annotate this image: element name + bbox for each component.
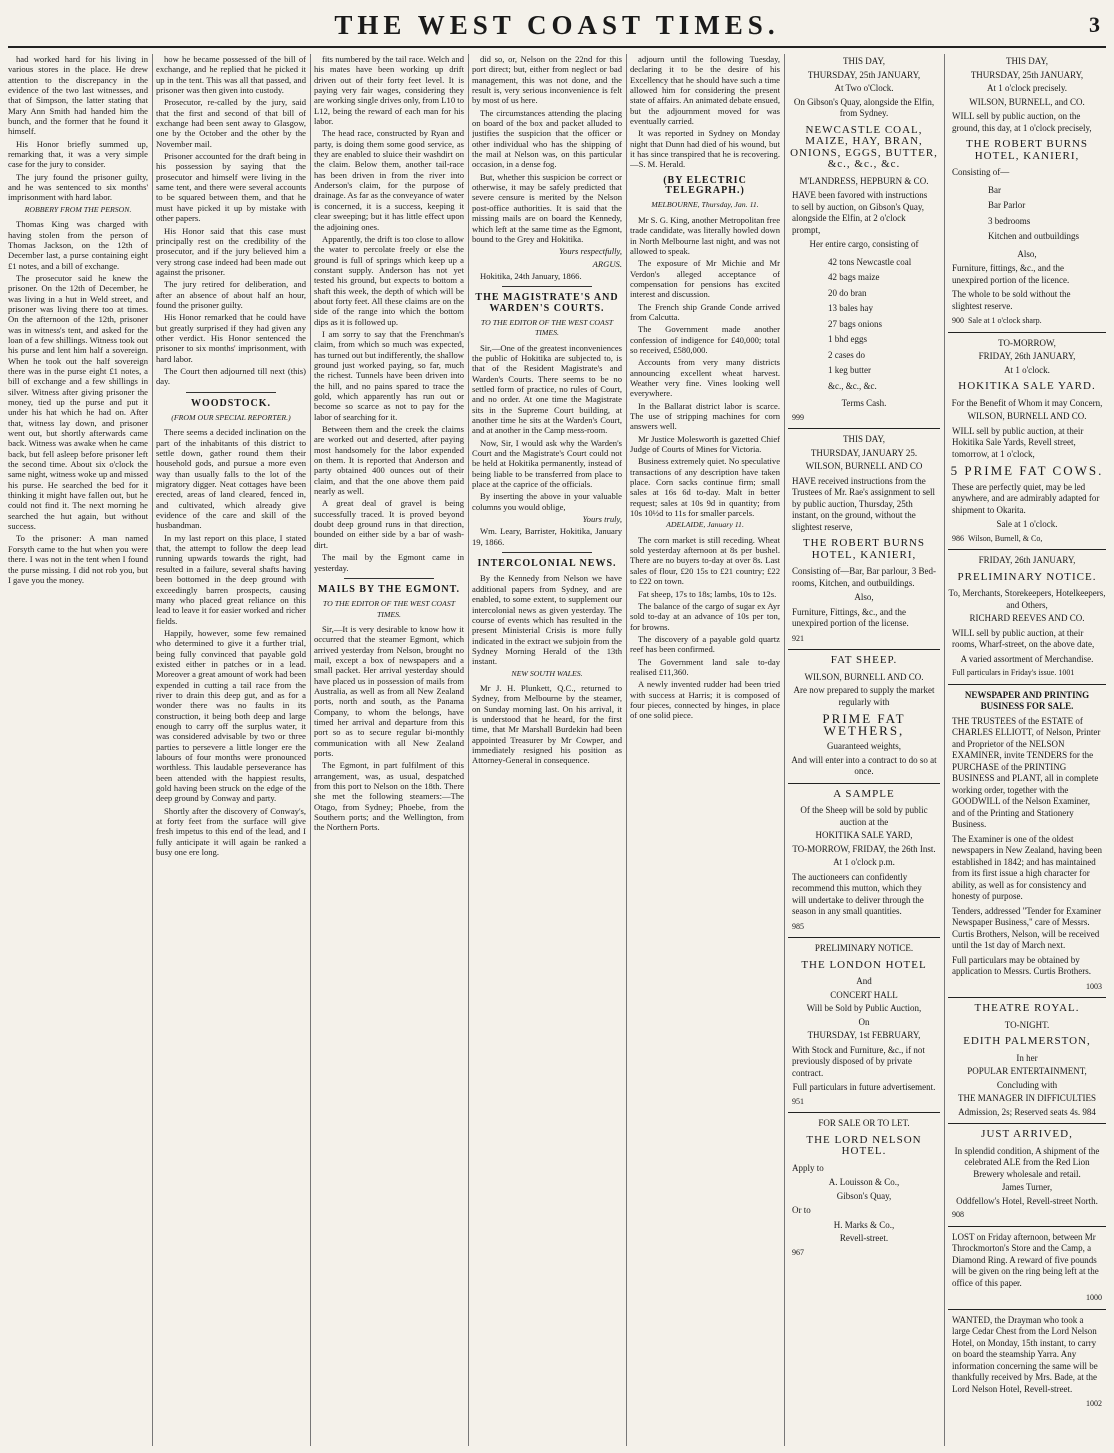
ad-time: At 1 o'clock. [1004, 364, 1050, 375]
article-paragraph: The mail by the Egmont came in yesterday. [314, 552, 464, 573]
ad-details: Consisting of—Bar, Bar parlour, 3 Bed-rooms, Kitchen, and outbuildings. [792, 566, 937, 588]
masthead-rule [8, 46, 1106, 48]
woodstock-byline: (FROM OUR SPECIAL REPORTER.) [171, 413, 291, 422]
ad-time: At 1 o'clock p.m. [833, 857, 895, 867]
ad-body: The Examiner is one of the oldest newspapers in New Zealand, having been established in 1842; and has maintained from its first issue a high character for ability, as well as for consistency and honesty of purpose. [952, 833, 1102, 901]
ad-number: 967 [792, 1247, 804, 1257]
article-paragraph: Fat sheep, 17s to 18s; lambs, 10s to 12s. [638, 588, 777, 599]
article-paragraph: There seems a decided inclination on the part of the inhabitants of this district to settle down, gather round them their household gods, and pursue a more even way than usually falls to the lot of the migratory digger. Neat cottages have been erected, areas of land cleared, fenced in, and cultivated, which already give evidence of the care and skill of the husbandman. [156, 427, 306, 531]
article-paragraph: Now, Sir, I would ask why the Warden's Court and the Magistrate's Court could not be held at Hokitika permanently, instead of being liable to be transferred from place to place at the caprice of the officials. [472, 437, 622, 490]
article-paragraph: The Government made another confession of indigence for £40,000; total so received, £580,000. [630, 324, 780, 355]
section-rule [502, 552, 592, 553]
cargo-list [828, 257, 940, 393]
cargo-item: 42 bags maize [828, 272, 880, 282]
egmont-subheading: TO THE EDITOR OF THE WEST COAST TIMES. [322, 599, 456, 619]
article-paragraph: The Court then adjourned till next (this) day. [156, 365, 306, 387]
ad-details: With Stock and Furniture, &c., if not previously disposed of by private contract. [792, 1044, 925, 1078]
ad-sale-note: Sale at 1 o'clock sharp. [968, 316, 1042, 325]
column-2 [156, 54, 306, 1446]
ad-agent: A. Louisson & Co., [828, 1177, 900, 1187]
ad-time: At 1 o'clock precisely. [986, 83, 1067, 93]
article-paragraph: To the prisoner: A man named Forsyth came to the hut when you were there. I was not in the tent when I found the purse missing. I did not rob you, but I gave you the money. [8, 533, 148, 585]
egmont-heading: MAILS BY THE EGMONT. [317, 583, 461, 595]
ad-separator [948, 1226, 1106, 1227]
ad-furniture: Furniture, Fittings, &c., and the unexpired portion of the license. [792, 606, 909, 628]
article-paragraph: By inserting the above in your valuable columns you would oblige, [472, 491, 622, 512]
article-paragraph: Apparently, the drift is too close to allow the water to percolate freely or else the ground is full of springs which keep up a constant supply. Anderson has not yet tested his ground, but expects to bottom a shaft this week, the depth of which will be about forty feet. All these claims are on the side of the range into which the bottom dips as it is followed up. [314, 233, 464, 327]
ad-body: WILL sell by public auction, at their rooms, Wharf-street, on the above date, [952, 627, 1095, 649]
ad-and: And [856, 976, 872, 986]
article-paragraph: The jury found the prisoner guilty, and he was sentenced to six months' imprisonment with hard labor. [8, 171, 148, 203]
ad-also: Also, [1017, 248, 1037, 259]
article-paragraph: But, whether this suspicion be correct or otherwise, it may be safely predicted that severe censure is merited by the Nelson post-office authorities. It is said that the missing mails are on board the Kennedy, which left at the same time as the Egmont, bound to the Grey and Hokitika. [472, 171, 622, 244]
advertisement-london-hotel [788, 943, 940, 1107]
ad-separator [788, 783, 940, 784]
article-paragraph: had worked hard for his living in various stores in the place. He drew attention to the discrepancy in the evidence of the two last witnesses, and that of Simpson, the latter stating that Mary Ann Smith had handed him the bunch, and the former that he found it himself. [8, 54, 148, 137]
ad-number: 999 [792, 412, 804, 422]
ad-hotel: THE LONDON HOTEL [801, 958, 927, 971]
article-paragraph: His Honor said that this case must principally rest on the credibility of the prosecutor, and if the jury believed him a very strong case indeed had been made out against the prisoner. [156, 225, 306, 277]
ad-date: TO-MORROW, FRIDAY, the 26th Inst. [792, 843, 936, 854]
ad-headline: FOR SALE OR TO LET. [818, 1118, 910, 1128]
cargo-item: 20 do bran [828, 287, 867, 298]
intercolonial-heading: INTERCOLONIAL NEWS. [477, 558, 617, 570]
ad-headline: NEWCASTLE COAL, MAIZE, HAY, BRAN, ONIONS, EGGS, BUTTER, &c., &c., &c. [790, 123, 938, 170]
column-divider [626, 54, 627, 1446]
ad-day: TO-MORROW, [998, 337, 1056, 348]
ad-separator [948, 549, 1106, 550]
letter-signature: ARGUS. [592, 258, 622, 269]
ad-date: THURSDAY, 25th JANUARY, [807, 69, 921, 80]
ad-headline: JUST ARRIVED, [981, 1128, 1073, 1140]
masthead [0, 0, 1114, 44]
advertisement-robert-burns [788, 434, 940, 644]
article-paragraph: Thomas King was charged with having stolen from the person of Thomas Jackson, on the 12th of December last, a purse containing eight £1 notes, and a bill of exchange. [8, 219, 148, 271]
ad-or: Or to [792, 1205, 811, 1215]
article-paragraph: Happily, however, some few remained who determined to give it a further trial, being fully convinced that payable gold existed either in patches or in a lead. Moreover a great amount of work had been expended in cutting a tail race from the river to drain this deep gut, and as for a wonder there was no faults in its construction, it being both deep and large enough to carry off the surplus water, it was considered advisable by two or three parties to persevere a little longer ere the labours of four months were pronounced worthless. This laudable perseverance has been attended with the happiest results, gold having been struck on the edge of the deep ground by Conway and party. [156, 627, 306, 804]
ad-date: THURSDAY, 1st FEBRUARY, [807, 1030, 921, 1040]
ad-separator [788, 649, 940, 650]
column-divider [468, 54, 469, 1446]
ad-particulars: Full particulars in Friday's issue. [952, 668, 1057, 677]
list-item: Kitchen and outbuildings [988, 231, 1079, 241]
ad-day: THIS DAY, [1005, 56, 1048, 66]
advertisement-wanted-drayman [948, 1315, 1106, 1410]
ad-place: Oddfellow's Hotel, Revell-street North. [956, 1195, 1098, 1206]
ad-agent: H. Marks & Co., [833, 1219, 895, 1230]
ad-note: The auctioneers can confidently recommend this mutton, which they will undertake to deliver through the season in any small quantities. [792, 871, 924, 916]
ad-hall: CONCERT HALL [830, 989, 898, 1000]
ad-on: On [858, 1016, 870, 1027]
adelaide-dateline: ADELAIDE, January 11. [666, 520, 744, 530]
ad-apply: Apply to [792, 1162, 824, 1173]
ad-agent-place: Gibson's Quay, [836, 1190, 892, 1201]
advertisement-lord-nelson [788, 1118, 940, 1258]
ad-body: LOST on Friday afternoon, between Mr Throckmorton's Store and the Camp, a Diamond Ring. A reward of five pounds will be given on the ring being left at the office of this paper. [952, 1231, 1099, 1288]
ad-firm: WILSON, BURNELL AND CO [805, 461, 923, 471]
item-list [988, 185, 1106, 243]
page-number: 3 [1089, 12, 1100, 37]
article-paragraph: Sir,—One of the greatest inconveniences the public of Hokitika are subjected to, is that of the Resident Magistrate's and Warden's Courts. There seems to be no settled form of practice, no rules of Court, and no order. At one time the Magistrate sits in the Supreme Court building, at another time he sits at the Warden's Court, and at another in the Camp mess-room. [472, 342, 622, 436]
article-paragraph: The prosecutor said he knew the prisoner. On the 12th of December, he was living in a hut in Weld street, and prisoner was living there too at times. On the afternoon of the 12th, prisoner was in witness's tent, and asked for the loan of a few shillings. Witness took out his purse and lent him half a sovereign. When he took out the half sovereign there was in the purse eight £1 notes, a bill of exchange and a few shillings in silver. Witness after giving prisoner the money, tied up the purse and put it under his hat which he had on. After that, witness lay down, and prisoner went out, but shortly afterwards came back. Witness was awake when he came back, but fell asleep before prisoner left the second time. About six o'clock the same night, witness woke up and missed his purse. He searched the bed for it thinking it might have fallen out, but he could not find it. The next morning he searched the hut again, but without success. [8, 272, 148, 532]
nsw-heading: NEW SOUTH WALES. [511, 668, 583, 678]
ad-number: 921 [792, 633, 804, 643]
ad-number: 951 [792, 1096, 804, 1106]
ad-in: In her [1016, 1052, 1038, 1063]
ad-admission: Admission, 2s; Reserved seats 4s. [958, 1106, 1081, 1117]
column-1 [8, 54, 148, 1446]
ad-date: FRIDAY, 26th JANUARY, [978, 351, 1076, 361]
ad-headline: A SAMPLE [833, 787, 895, 800]
article-paragraph: The corn market is still receding. Wheat sold yesterday afternoon at 8s per bushel. There are no buyers to-day at over 8s. Last sales of flour, £20 15s to £21 country; £22 to £22 on town. [630, 534, 780, 587]
article-paragraph: Shortly after the discovery of Conway's, at forty feet from the surface will give fresh impetus to this end of the lead, and I fully anticipate it will again be ranked a busy one ere long. [156, 805, 306, 858]
article-paragraph: The balance of the cargo of sugar ex Ayr sold to-day at an advance of 10s per ton, for browns. [630, 600, 780, 632]
cargo-item: 1 bhd eggs [828, 334, 867, 344]
ad-firm: WILSON, BURNELL AND CO. [967, 411, 1087, 421]
ad-terms: Terms Cash. [841, 398, 887, 408]
article-paragraph: The exposure of Mr Michie and Mr Verdon's alleged acceptance of compensation for pensions has excited interest and discussion. [630, 258, 780, 300]
ad-agent-place: Revell-street. [839, 1233, 889, 1243]
ad-place: On Gibson's Quay, alongside the Elfin, from Sydney. [793, 96, 935, 118]
ad-number: 900 [952, 316, 964, 325]
article-paragraph: A great deal of gravel is being successfully traced. It is proved beyond doubt deep ground runs in that direction, bounded on either side by a bar of wash-dirt. [314, 498, 464, 550]
advertisement-just-arrived [948, 1129, 1106, 1221]
ad-sale: Sale at 1 o'clock. [996, 519, 1058, 529]
advertisement-lost-ring [948, 1232, 1106, 1304]
ad-name: James Turner, [1001, 1182, 1053, 1192]
article-paragraph: Prisoner accounted for the draft being in his possession by saying that the prosecutor and himself were living in the same tent, and there were several accounts to be squared between them, and that he must have picked it up by mistake with other papers. [156, 151, 306, 224]
courts-subheading: TO THE EDITOR OF THE WEST COAST TIMES. [480, 317, 614, 338]
section-rule [344, 578, 434, 579]
article-paragraph: did so, or, Nelson on the 22nd for this port direct; but, either from neglect or bad management, this was not done, and the result is, very serious inconvenience is felt by most of us here. [472, 54, 622, 106]
telegraph-dateline: MELBOURNE, Thursday, Jan. 11. [651, 200, 759, 210]
ad-date: THURSDAY, 25th JANUARY, [970, 69, 1084, 80]
ad-separator [788, 1112, 940, 1113]
cargo-item: 42 tons Newcastle coal [828, 256, 912, 267]
woodstock-heading: WOODSTOCK. [190, 397, 272, 409]
letter-signature: Wm. Leary, Barrister, Hokitika, January 19, 1866. [472, 526, 622, 547]
ad-body: In splendid condition, A shipment of the celebrated ALE from the Red Lion Brewery wholesale and retail. [954, 1145, 1100, 1179]
article-paragraph: A newly invented rudder had been tried with success at Harris; it is composed of four pieces, connected by hinges, in place of one solid piece. [630, 679, 780, 721]
ad-reserve: The whole to be sold without the slightest reserve. [952, 289, 1071, 311]
ad-number: 986 [952, 533, 964, 543]
ad-headline: FAT SHEEP. [830, 654, 898, 666]
advertisement-robert-burns-sale [948, 56, 1106, 327]
article-paragraph: The circumstances attending the placing on board of the box and packet alluded to justifies the suspicion that the officer or other individual who has the shipping of the mail at Nelson was, on this particular occasion, in a dense fog. [472, 107, 622, 170]
ad-separator [788, 937, 940, 938]
ad-consisting: Consisting of— [952, 167, 1010, 177]
article-paragraph: I am sorry to say that the Frenchman's claim, from which so much was expected, has turned out but indifferently, the shallow ground just worked paying, so far, much the richest. Tunnels have been driven into the hill, and no pains spared to trace the gold, which apparently has run out or become so scarce as not to pay for the labor of searching for it. [314, 328, 464, 422]
article-paragraph: The head race, constructed by Ryan and party, is doing them some good service, as they are enabled to sluice their washdirt on the claim. Below them, another tail-race has been driven in from the river into Anderson's claim, for the purpose of drainage. As far as the conveyance of water is concerned, it is a success, keeping it clear sweeping; but it has little effect upon the adjoining ones. [314, 128, 464, 232]
ad-body: Tenders, addressed "Tender for Examiner Newspaper Business," care of Messrs. Curtis Brothers, Nelson, will be received until the 1st day of March next. [952, 905, 1102, 950]
article-paragraph: His Honor briefly summed up, remarking that, it was a very simple case for the jury to consider. [8, 138, 148, 170]
ad-headline: THEATRE ROYAL. [974, 1002, 1080, 1014]
ad-body: Will be Sold by Public Auction, [806, 1003, 922, 1013]
ad-intro: Her entire cargo, consisting of [809, 239, 919, 249]
courts-heading: THE MAGISTRATE'S AND WARDEN'S COURTS. [475, 292, 619, 314]
column-7-advertisements [948, 54, 1106, 1446]
letter-closing: Yours truly, [582, 514, 622, 525]
cargo-item: 2 cases do [828, 349, 865, 360]
ad-body: Are now prepared to supply the market regularly with [793, 685, 935, 707]
ad-firm: WILSON, BURNELL, and CO. [969, 96, 1085, 107]
ad-number: 985 [792, 921, 804, 931]
ad-firm: M'LANDRESS, HEPBURN & CO. [799, 175, 929, 186]
ad-number: 1003 [1086, 981, 1102, 991]
column-3 [314, 54, 464, 1446]
ad-date: THURSDAY, JANUARY 25. [810, 447, 918, 458]
ad-note: These are perfectly quiet, may be led anywhere, and are admirably adapted for shipment to Okarita. [952, 481, 1100, 515]
column-divider [784, 54, 785, 1446]
article-paragraph: Business extremely quiet. No speculative transactions of any description have taken place. Corn sacks continue firm; small sales at 16s 6d to-day. Malt in better request; sales at 10s 9d in quantity; from 10s 10½d to 11s for smaller parcels. [630, 456, 780, 519]
cargo-item: 1 keg butter [828, 365, 871, 375]
telegraph-heading: (BY ELECTRIC TELEGRAPH.) [663, 174, 747, 197]
ad-hotel: THE LORD NELSON HOTEL. [806, 1133, 922, 1157]
ad-number: 1000 [1086, 1293, 1102, 1302]
ad-particulars: Full particulars in future advertisement. [792, 1082, 936, 1092]
ad-place: HOKITIKA SALE YARD, [815, 830, 913, 840]
article-paragraph: Prosecutor, re-called by the jury, said that the first and second of that bill of exchange had been sent away to Glasgow, one by the October and the other by the November mail. [156, 97, 306, 149]
ad-time: At Two o'Clock. [834, 83, 894, 93]
cargo-item: &c., &c., &c. [828, 380, 877, 391]
ad-firm: RICHARD REEVES AND CO. [969, 613, 1085, 623]
advertisement-fat-sheep [788, 655, 940, 778]
letter-dateline: Hokitika, 24th January, 1866. [480, 270, 582, 281]
article-paragraph: The Government land sale to-day realised £11,360. [630, 656, 780, 677]
article-paragraph: In the Ballarat district labor is scarce. The use of stripping machines for corn answers well. [630, 400, 780, 432]
ad-separator [788, 428, 940, 429]
ad-body: WILL sell by public auction, at their Hokitika Sale Yards, Revell street, tomorrow, at 1 o'clock, [952, 425, 1084, 459]
ad-lot: 5 PRIME FAT COWS. [950, 463, 1104, 478]
ad-body: THE TRUSTEES of the ESTATE of CHARLES ELLIOTT, of Nelson, Printer and Proprietor of the NELSON EXAMINER, invite TENDERS for the PURCHASE of the PRINTING BUSINESS and PLANT, all in complete working order, together with the GOODWILL of the Nelson Examiner, and of the Printing and Stationery Business. [952, 715, 1101, 829]
ad-number: 1001 [1058, 668, 1075, 677]
article-paragraph: In my last report on this place, I stated that, the attempt to follow the deep lead running upwards towards the right, had resulted in a failure, several shafts having been bottomed in the deep ground with exceedingly barren prospects, causing many who placed great reliance on this lead to leave it for easier worked and richer fields. [156, 532, 306, 626]
ad-performer: EDITH PALMERSTON, [963, 1035, 1091, 1047]
ad-firm-signature: Wilson, Burnell, & Co, [968, 533, 1043, 543]
article-paragraph: The French ship Grande Conde arrived from Calcutta. [630, 301, 780, 322]
ad-play: THE MANAGER IN DIFFICULTIES [958, 1093, 1096, 1103]
ad-date: FRIDAY, 26th JANUARY, [978, 555, 1076, 565]
ad-product: PRIME FAT WETHERS, [822, 711, 906, 738]
article-paragraph: It was reported in Sydney on Monday night that Dunn had died of his wound, but it has since transpired that he is recovering.—S. M. Herald. [630, 128, 780, 170]
ad-contract: And will enter into a contract to do so at once. [791, 754, 937, 776]
newspaper-title: THE WEST COAST TIMES. [334, 10, 780, 40]
ad-guarantee: Guaranteed weights, [827, 741, 901, 751]
cargo-item: 27 bags onions [828, 318, 882, 329]
ad-also: Also, [854, 592, 874, 602]
column-5 [630, 54, 780, 1446]
ad-number: 1002 [1086, 1399, 1102, 1408]
ad-headline: NEWSPAPER AND PRINTING BUSINESS FOR SALE. [964, 689, 1090, 711]
article-paragraph: Mr J. H. Plunkett, Q.C., returned to Sydney, from Melbourne by the steamer, on Sunday morning last. On his arrival, it is understood that he heard, for the first time, that Mr Marshall Burdekin had been appointed Treasurer by Mr Cowper, and immediately resigned his position as Attorney-General in consequence. [472, 682, 622, 766]
ad-furniture: Furniture, fittings, &c., and the unexpired portion of the licence. [952, 263, 1070, 285]
column-6-advertisements [788, 54, 940, 1446]
section-heading: ROBBERY FROM THE PERSON. [24, 204, 132, 214]
article-paragraph: Mr S. G. King, another Metropolitan free trade candidate, was literally howled down in North Melbourne last night, and was not allowed to speak. [630, 214, 780, 256]
advertisement-newspaper-sale [948, 690, 1106, 993]
article-paragraph: Between them and the creek the claims are worked out and deserted, after paying most handsomely for the labor expended on them. It is reported that Anderson and party obtained 400 ounces out of their claim, and that the one above them paid nearly as well. [314, 424, 464, 497]
list-item: Bar Parlor [988, 200, 1026, 210]
article-paragraph: Accounts from very many districts announcing excellent wheat harvest. Weather very fine. Vines looking well everywhere. [630, 357, 780, 399]
article-paragraph: The Egmont, in part fulfilment of this arrangement, was, as usual, despatched from this port to Nelson on the 18th. There she met the following steamers:—The Otago, from Sydney; Phoebe, from the Southern ports; and the Wellington, from the Northern Ports. [314, 760, 464, 833]
ad-separator [948, 332, 1106, 333]
section-rule [186, 392, 276, 393]
article-paragraph: fits numbered by the tail race. Welch and his mates have been working up drift driven out of their forty feet level. It is paying very fair wages, considering they are working single drives only, from L10 to L12, being the reward of each man for his labor. [314, 54, 464, 127]
list-item: Bar [988, 184, 1001, 195]
article-paragraph: The discovery of a payable gold quartz reef has been confirmed. [630, 633, 780, 655]
ad-number: 984 [1082, 1106, 1096, 1117]
ad-body: WILL sell by public auction, on the ground, this day, at 1 o'clock precisely, [952, 111, 1092, 133]
ad-day: THIS DAY, [842, 434, 885, 444]
ad-body: WANTED, the Drayman who took a large Cedar Chest from the Lord Nelson Hotel, on Monday, 15th instant, to carry on board the steamship Yarra. Any information concerning the same will be thankfully received by Mrs. Bade, at the Lord Nelson Hotel, Revell-street. [952, 1314, 1098, 1394]
ad-headline: PRELIMINARY NOTICE. [957, 570, 1097, 583]
ad-body: HAVE received instructions from the Trustees of Mr. Rae's assignment to sell by public auction, Thursday, 25th instant, on the ground, without the slightest reserve, [792, 475, 936, 532]
letter-closing: Yours respectfully, [559, 246, 622, 257]
column-divider [310, 54, 311, 1446]
ad-benefit: For the Benefit of Whom it may Concern, [951, 397, 1103, 408]
article-paragraph: Mr Justice Molesworth is gazetted Chief Judge of Courts of Mines for Victoria. [630, 433, 780, 455]
ad-headline: PRELIMINARY NOTICE. [814, 943, 914, 953]
ad-to: To, Merchants, Storekeepers, Hotelkeepers, and Others, [948, 588, 1106, 610]
article-paragraph: The jury retired for deliberation, and after an absence of about half an hour, found the prisoner guilty. [156, 279, 306, 310]
section-rule [502, 286, 592, 287]
ad-body: Full particulars may be obtained by application to Messrs. Curtis Brothers. [952, 954, 1091, 976]
ad-variety: A varied assortment of Merchandise. [960, 653, 1094, 664]
advertisement-theatre-royal [948, 1003, 1106, 1118]
ad-separator [948, 684, 1106, 685]
ad-body: Of the Sheep will be sold by public auction at the [800, 805, 928, 827]
ad-concluding: Concluding with [996, 1079, 1058, 1090]
advertisement-sample-sheep [788, 789, 940, 933]
ad-separator [948, 1309, 1106, 1310]
ad-day: THIS DAY, [842, 56, 885, 66]
ad-number: 908 [952, 1210, 964, 1219]
ad-separator [948, 1123, 1106, 1124]
advertisement-preliminary-notice [948, 555, 1106, 679]
advertisement-coal-cargo [788, 56, 940, 423]
ad-body: HAVE been favored with instructions to sell by auction, on Gibson's Quay, alongside the Elfin, at 2 o'clock prompt, [792, 190, 928, 235]
article-paragraph: By the Kennedy from Nelson we have additional papers from Sydney, and are enabled, to some extent, to supplement our intercolonial news as given yesterday. The course of events which has resulted in the present Ministerial Crisis is more fully indicated in the extract we subjoin from the Sydney Morning Herald of the 13th instant. [472, 573, 622, 667]
ad-headline: HOKITIKA SALE YARD. [958, 380, 1096, 392]
list-item: 3 bedrooms [988, 215, 1031, 226]
advertisement-fat-cows [948, 338, 1106, 545]
column-divider [944, 54, 945, 1446]
ad-tonight: TO-NIGHT. [1004, 1019, 1050, 1030]
ad-separator [948, 997, 1106, 998]
column-4 [472, 54, 622, 1446]
ad-show: POPULAR ENTERTAINMENT, [967, 1066, 1087, 1076]
article-paragraph: how he became possessed of the bill of exchange, and he replied that he picked it up in the tent. This was all that passed, and prisoner was then given into custody. [156, 54, 306, 96]
column-divider [152, 54, 153, 1446]
ad-headline: THE ROBERT BURNS HOTEL, KANIERI, [802, 537, 926, 561]
ad-firm: WILSON, BURNELL AND CO. [804, 671, 924, 682]
ad-headline: THE ROBERT BURNS HOTEL, KANIERI, [965, 138, 1089, 162]
cargo-item: 13 bales hay [828, 303, 873, 313]
article-paragraph: His Honor remarked that he could have but greatly surprised if they had given any other verdict. His Honor sentenced the prisoner to six months' imprisonment, with hard labor. [156, 312, 306, 364]
article-paragraph: adjourn until the following Tuesday, declaring it to be the desire of his Excellency that he should have such a time allowed him for considering the present state of affairs. An animated debate ensued, but the adjournment moved for was eventually carried. [630, 54, 780, 127]
article-paragraph: Sir,—It is very desirable to know how it occurred that the steamer Egmont, which arrived yesterday from Nelson, brought no mail, except a box of newspapers and a small packet. Her arrival yesterday should have placed us in possession of mails from Australia, as well as from all New Zealand ports, north and south, as the Panama Company, to whom the belongs, have timed her arrival and departure from this port so as to secure regular bi-monthly communication with all New Zealand ports. [314, 623, 464, 758]
